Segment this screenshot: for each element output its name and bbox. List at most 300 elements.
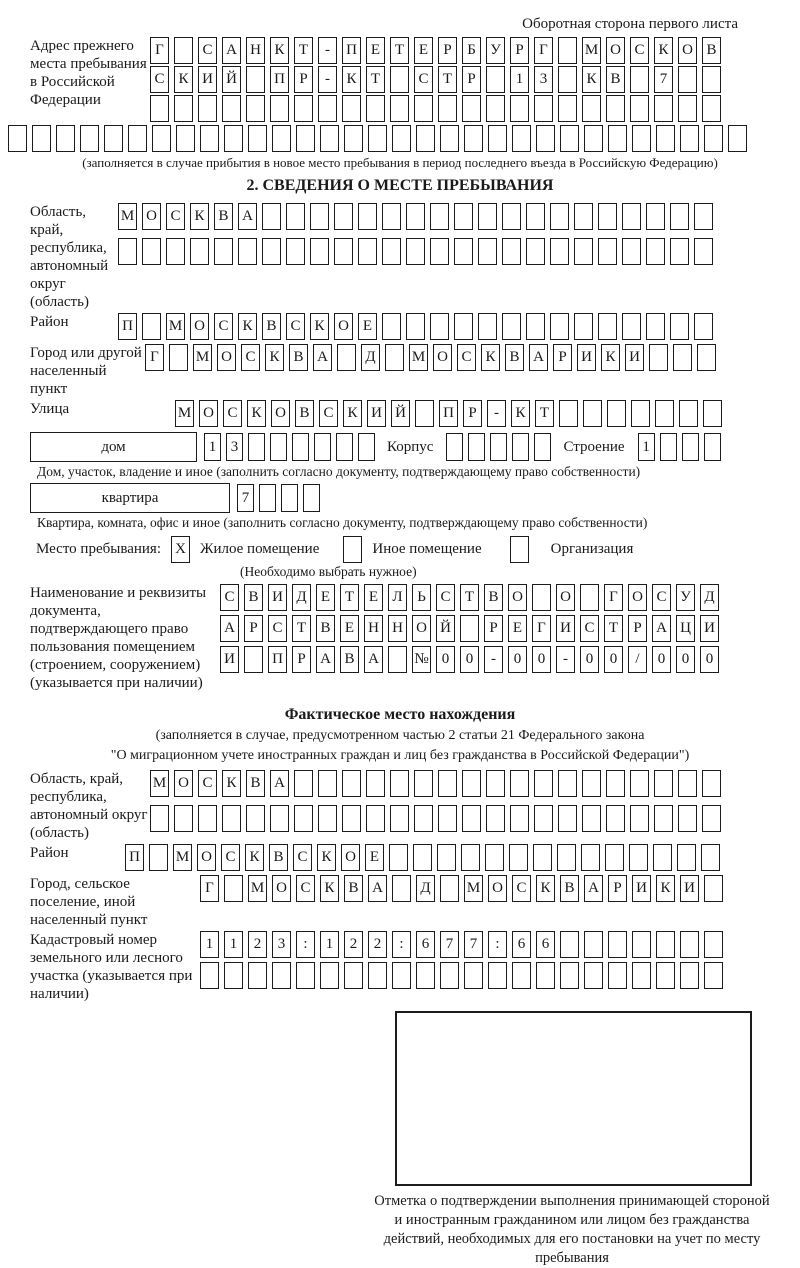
- char-cell: С: [319, 400, 338, 427]
- char-cell: 1: [200, 931, 219, 958]
- char-cell: [558, 66, 577, 93]
- char-cell: [296, 125, 315, 152]
- field-fact-oblast: [0, 770, 800, 842]
- char-cell: [430, 313, 449, 340]
- char-cell: 0: [700, 646, 719, 673]
- char-cell: [56, 125, 75, 152]
- option-zhiloe-label: Жилое помещение: [200, 541, 320, 557]
- char-cell: [670, 313, 689, 340]
- char-cell: Т: [460, 584, 479, 611]
- mesto-note: (Необходимо выбрать нужное): [240, 564, 417, 579]
- char-cell: [366, 805, 385, 832]
- char-cell: [606, 805, 625, 832]
- char-cell: 6: [536, 931, 555, 958]
- checkbox-organizatsiya: [510, 536, 529, 563]
- char-cell: [654, 95, 673, 122]
- char-cell: [336, 433, 353, 461]
- char-cell: Е: [365, 844, 384, 871]
- dom-box: дом: [30, 432, 197, 462]
- char-cell: [502, 313, 521, 340]
- char-cell: [454, 203, 473, 230]
- char-cell: [150, 805, 169, 832]
- char-cell: [646, 203, 665, 230]
- char-cell: У: [676, 584, 695, 611]
- char-cell: Т: [340, 584, 359, 611]
- char-cell: [560, 931, 579, 958]
- field-ulitsa: [0, 400, 800, 429]
- char-cell: [438, 770, 457, 797]
- char-cell: [437, 844, 456, 871]
- char-cell: [584, 125, 603, 152]
- char-cell: С: [436, 584, 455, 611]
- char-cell: У: [486, 37, 505, 64]
- char-cell: О: [488, 875, 507, 902]
- char-cell: [582, 95, 601, 122]
- char-cell: [320, 125, 339, 152]
- char-cell: [677, 844, 696, 871]
- char-cell: [702, 770, 721, 797]
- char-cell: В: [214, 203, 233, 230]
- char-cell: [704, 875, 723, 902]
- char-cell: [149, 844, 168, 871]
- char-cell: [670, 203, 689, 230]
- char-cell: [358, 433, 375, 461]
- char-cell: [390, 95, 409, 122]
- char-cell: С: [220, 584, 239, 611]
- char-cell: [248, 433, 265, 461]
- field-gorod: [0, 344, 800, 398]
- char-cell: [584, 962, 603, 989]
- char-cell: [286, 238, 305, 265]
- char-cell: О: [678, 37, 697, 64]
- char-cell: [461, 844, 480, 871]
- char-cell: [608, 125, 627, 152]
- char-cell: [622, 203, 641, 230]
- char-cell: Р: [510, 37, 529, 64]
- char-cell: С: [512, 875, 531, 902]
- char-cell: [174, 805, 193, 832]
- char-cell: 3: [534, 66, 553, 93]
- char-cell: Т: [292, 615, 311, 642]
- char-cell: [104, 125, 123, 152]
- char-cell: [454, 313, 473, 340]
- char-cell: [238, 238, 257, 265]
- char-cell: О: [628, 584, 647, 611]
- stamp-area: [0, 1011, 800, 1268]
- char-cell: 7: [440, 931, 459, 958]
- char-cell: [415, 400, 434, 427]
- char-cell: [598, 203, 617, 230]
- kadastr-row-1: [200, 931, 723, 958]
- fact-oblast-label: Область, край, республика, автономный округ (область): [30, 771, 148, 841]
- char-cell: [262, 203, 281, 230]
- char-cell: [630, 805, 649, 832]
- char-cell: Б: [462, 37, 481, 64]
- char-cell: [174, 37, 193, 64]
- char-cell: К: [582, 66, 601, 93]
- char-cell: [678, 770, 697, 797]
- char-cell: [502, 238, 521, 265]
- char-cell: [318, 805, 337, 832]
- gorod-row: [145, 344, 716, 371]
- char-cell: [454, 238, 473, 265]
- char-cell: [344, 962, 363, 989]
- char-cell: [536, 125, 555, 152]
- char-cell: [388, 646, 407, 673]
- char-cell: Г: [604, 584, 623, 611]
- char-cell: Р: [628, 615, 647, 642]
- char-cell: [632, 962, 651, 989]
- char-cell: -: [556, 646, 575, 673]
- char-cell: Г: [532, 615, 551, 642]
- char-cell: М: [175, 400, 194, 427]
- char-cell: [728, 125, 747, 152]
- char-cell: К: [190, 203, 209, 230]
- char-cell: [670, 238, 689, 265]
- char-cell: [334, 238, 353, 265]
- char-cell: Л: [388, 584, 407, 611]
- char-cell: [118, 238, 137, 265]
- char-cell: 2: [344, 931, 363, 958]
- char-cell: [166, 238, 185, 265]
- char-cell: Р: [553, 344, 572, 371]
- char-cell: С: [652, 584, 671, 611]
- char-cell: И: [367, 400, 386, 427]
- document-row-2: [220, 615, 719, 642]
- char-cell: Е: [316, 584, 335, 611]
- char-cell: [292, 433, 309, 461]
- char-cell: [382, 203, 401, 230]
- kvartira-cells: [237, 484, 320, 512]
- char-cell: С: [286, 313, 305, 340]
- char-cell: [606, 95, 625, 122]
- char-cell: [430, 238, 449, 265]
- char-cell: 2: [248, 931, 267, 958]
- char-cell: 6: [416, 931, 435, 958]
- char-cell: [464, 962, 483, 989]
- char-cell: 6: [512, 931, 531, 958]
- dom-cells: [204, 433, 375, 461]
- char-cell: К: [656, 875, 675, 902]
- char-cell: А: [270, 770, 289, 797]
- char-cell: [344, 125, 363, 152]
- char-cell: В: [560, 875, 579, 902]
- char-cell: [608, 931, 627, 958]
- char-cell: [244, 646, 263, 673]
- char-cell: Ь: [412, 584, 431, 611]
- char-cell: 1: [320, 931, 339, 958]
- char-cell: К: [174, 66, 193, 93]
- char-cell: [281, 484, 298, 512]
- char-cell: [366, 95, 385, 122]
- char-cell: [584, 931, 603, 958]
- section2-title: 2. СВЕДЕНИЯ О МЕСТЕ ПРЕБЫВАНИЯ: [246, 177, 554, 194]
- char-cell: М: [464, 875, 483, 902]
- ulitsa-label: Улица: [30, 401, 70, 417]
- char-cell: [656, 931, 675, 958]
- char-cell: 7: [237, 484, 254, 512]
- char-cell: [248, 962, 267, 989]
- char-cell: [510, 805, 529, 832]
- char-cell: В: [344, 875, 363, 902]
- char-cell: М: [150, 770, 169, 797]
- char-cell: 0: [508, 646, 527, 673]
- char-cell: С: [293, 844, 312, 871]
- char-cell: Т: [438, 66, 457, 93]
- char-cell: [704, 962, 723, 989]
- char-cell: [622, 238, 641, 265]
- char-cell: [703, 400, 722, 427]
- char-cell: С: [268, 615, 287, 642]
- fact-raion-label: Район: [30, 845, 69, 861]
- char-cell: Й: [436, 615, 455, 642]
- char-cell: К: [342, 66, 361, 93]
- char-cell: В: [269, 844, 288, 871]
- char-cell: [296, 962, 315, 989]
- char-cell: [259, 484, 276, 512]
- char-cell: [632, 931, 651, 958]
- char-cell: О: [272, 875, 291, 902]
- char-cell: [694, 203, 713, 230]
- char-cell: К: [343, 400, 362, 427]
- char-cell: [512, 433, 529, 461]
- char-cell: Е: [364, 584, 383, 611]
- char-cell: О: [412, 615, 431, 642]
- char-cell: [128, 125, 147, 152]
- char-cell: [598, 313, 617, 340]
- char-cell: [406, 203, 425, 230]
- option-organizatsiya-label: Организация: [550, 541, 634, 557]
- char-cell: [488, 962, 507, 989]
- char-cell: П: [342, 37, 361, 64]
- mesto-label: Место пребывания:: [36, 541, 161, 557]
- char-cell: [558, 770, 577, 797]
- char-cell: [310, 238, 329, 265]
- char-cell: 3: [226, 433, 243, 461]
- char-cell: 0: [460, 646, 479, 673]
- char-cell: [649, 344, 668, 371]
- char-cell: В: [702, 37, 721, 64]
- char-cell: О: [341, 844, 360, 871]
- char-cell: [224, 962, 243, 989]
- char-cell: С: [223, 400, 242, 427]
- char-cell: 0: [532, 646, 551, 673]
- option-inoe-label: Иное помещение: [372, 541, 482, 557]
- char-cell: [526, 238, 545, 265]
- char-cell: [557, 844, 576, 871]
- char-cell: [550, 313, 569, 340]
- char-cell: О: [199, 400, 218, 427]
- char-cell: [536, 962, 555, 989]
- char-cell: [550, 203, 569, 230]
- char-cell: Н: [388, 615, 407, 642]
- char-cell: [246, 95, 265, 122]
- char-cell: [678, 805, 697, 832]
- char-cell: [558, 805, 577, 832]
- char-cell: [413, 844, 432, 871]
- char-cell: М: [118, 203, 137, 230]
- char-cell: [646, 313, 665, 340]
- char-cell: [488, 125, 507, 152]
- char-cell: Н: [246, 37, 265, 64]
- char-cell: О: [556, 584, 575, 611]
- field-fact-gorod: [0, 875, 800, 929]
- char-cell: [583, 400, 602, 427]
- char-cell: [678, 66, 697, 93]
- char-cell: [629, 844, 648, 871]
- char-cell: С: [580, 615, 599, 642]
- kadastr-row-2: [200, 962, 723, 989]
- char-cell: А: [238, 203, 257, 230]
- char-cell: О: [197, 844, 216, 871]
- char-cell: К: [481, 344, 500, 371]
- char-cell: В: [484, 584, 503, 611]
- char-cell: [248, 125, 267, 152]
- char-cell: В: [505, 344, 524, 371]
- char-cell: [673, 344, 692, 371]
- char-cell: Р: [438, 37, 457, 64]
- ulitsa-row: [175, 400, 722, 427]
- char-cell: [294, 770, 313, 797]
- char-cell: Д: [292, 584, 311, 611]
- char-cell: [414, 770, 433, 797]
- field-kadastr: [0, 931, 800, 1003]
- char-cell: [390, 770, 409, 797]
- char-cell: К: [654, 37, 673, 64]
- char-cell: [559, 400, 578, 427]
- char-cell: 1: [638, 433, 655, 461]
- char-cell: 0: [676, 646, 695, 673]
- char-cell: А: [368, 875, 387, 902]
- char-cell: О: [174, 770, 193, 797]
- char-cell: [532, 584, 551, 611]
- char-cell: [392, 125, 411, 152]
- char-cell: [342, 770, 361, 797]
- fact-title: Фактическое место нахождения: [284, 706, 516, 723]
- char-cell: [654, 805, 673, 832]
- fact-gorod-label: Город, сельское поселение, иной населенный пункт: [30, 876, 148, 928]
- char-cell: И: [556, 615, 575, 642]
- raion-row: [118, 313, 713, 340]
- char-cell: [190, 238, 209, 265]
- char-cell: И: [700, 615, 719, 642]
- oblast-row-1: [118, 203, 713, 230]
- char-cell: Р: [244, 615, 263, 642]
- char-cell: Е: [414, 37, 433, 64]
- kvartira-caption: Квартира, комната, офис и иное (заполнить согласно документу, подтверждающему право собственности): [37, 515, 648, 530]
- char-cell: В: [289, 344, 308, 371]
- checkbox-inoe: [343, 536, 362, 563]
- char-cell: В: [316, 615, 335, 642]
- char-cell: О: [508, 584, 527, 611]
- char-cell: [224, 125, 243, 152]
- kadastr-label: Кадастровый номер земельного или лесного участка (указывается при наличии): [30, 932, 193, 1002]
- char-cell: К: [601, 344, 620, 371]
- char-cell: [294, 805, 313, 832]
- char-cell: К: [238, 313, 257, 340]
- char-cell: [222, 805, 241, 832]
- char-cell: [654, 770, 673, 797]
- char-cell: [486, 770, 505, 797]
- char-cell: [534, 95, 553, 122]
- char-cell: [582, 770, 601, 797]
- char-cell: С: [457, 344, 476, 371]
- char-cell: 0: [652, 646, 671, 673]
- char-cell: [704, 931, 723, 958]
- char-cell: Н: [364, 615, 383, 642]
- char-cell: И: [268, 584, 287, 611]
- oblast-label: Область, край, республика, автономный округ (область): [30, 204, 109, 310]
- char-cell: С: [198, 770, 217, 797]
- char-cell: [512, 125, 531, 152]
- fact-oblast-row-2: [150, 805, 721, 832]
- prev-address-caption: (заполняется в случае прибытия в новое место пребывания в период последнего въезда в Российскую Федерацию): [82, 155, 718, 170]
- char-cell: [646, 238, 665, 265]
- char-cell: [581, 844, 600, 871]
- fact-subtitle-2: "О миграционном учете иностранных граждан и лиц без гражданства в Российской Федерации"): [110, 748, 690, 763]
- char-cell: [286, 203, 305, 230]
- char-cell: -: [318, 37, 337, 64]
- kvartira-box: квартира: [30, 483, 230, 513]
- char-cell: [416, 125, 435, 152]
- char-cell: [32, 125, 51, 152]
- char-cell: К: [222, 770, 241, 797]
- char-cell: /: [628, 646, 647, 673]
- char-cell: [150, 95, 169, 122]
- char-cell: А: [313, 344, 332, 371]
- char-cell: [430, 203, 449, 230]
- char-cell: [478, 203, 497, 230]
- char-cell: Р: [462, 66, 481, 93]
- char-cell: О: [334, 313, 353, 340]
- char-cell: [440, 962, 459, 989]
- char-cell: [631, 400, 650, 427]
- char-cell: Г: [534, 37, 553, 64]
- char-cell: [656, 962, 675, 989]
- char-cell: К: [270, 37, 289, 64]
- char-cell: [446, 433, 463, 461]
- char-cell: [486, 805, 505, 832]
- char-cell: 1: [204, 433, 221, 461]
- char-cell: [574, 238, 593, 265]
- char-cell: [222, 95, 241, 122]
- gorod-label: Город или другой населенный пункт: [30, 345, 142, 397]
- char-cell: С: [414, 66, 433, 93]
- char-cell: [214, 238, 233, 265]
- char-cell: Т: [294, 37, 313, 64]
- char-cell: [310, 203, 329, 230]
- char-cell: И: [632, 875, 651, 902]
- document-row-3: [220, 646, 719, 673]
- char-cell: [574, 313, 593, 340]
- char-cell: [385, 344, 404, 371]
- char-cell: [606, 770, 625, 797]
- char-cell: [462, 95, 481, 122]
- char-cell: П: [268, 646, 287, 673]
- char-cell: Т: [604, 615, 623, 642]
- char-cell: В: [244, 584, 263, 611]
- field-oblast: [0, 203, 800, 311]
- char-cell: Т: [535, 400, 554, 427]
- char-cell: [270, 433, 287, 461]
- char-cell: [390, 66, 409, 93]
- char-cell: К: [320, 875, 339, 902]
- char-cell: [697, 344, 716, 371]
- char-cell: [440, 875, 459, 902]
- char-cell: [8, 125, 27, 152]
- char-cell: [655, 400, 674, 427]
- char-cell: [390, 805, 409, 832]
